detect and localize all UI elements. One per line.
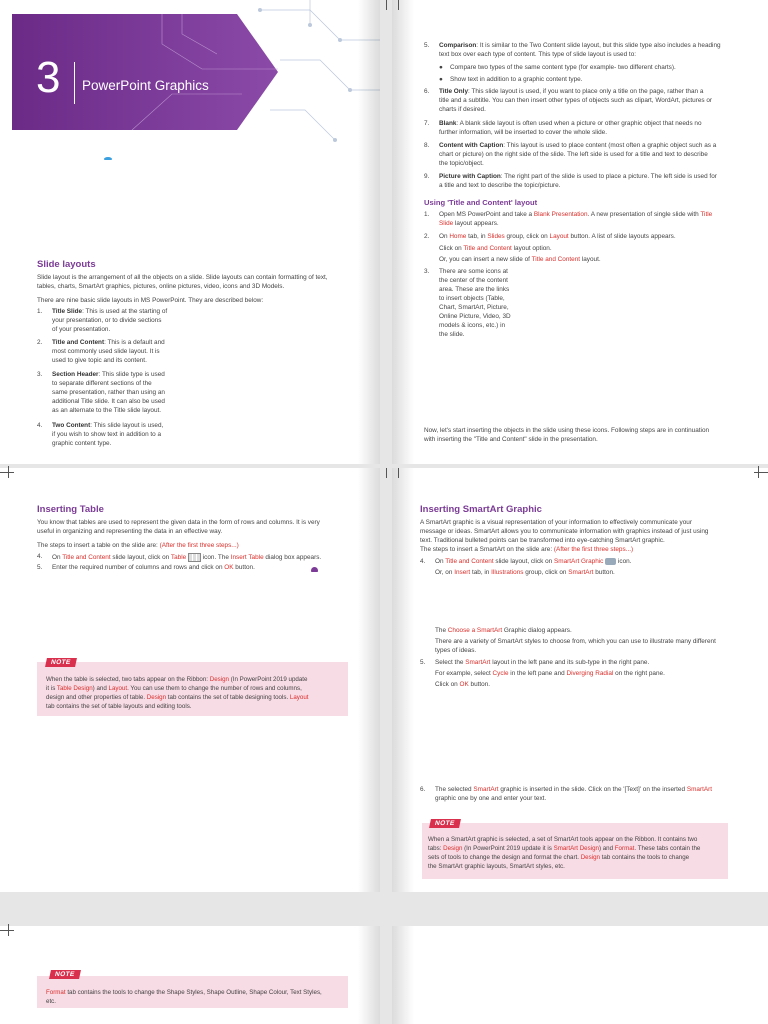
slide-image-placeholder <box>183 306 380 464</box>
list-number: 5. <box>420 659 426 666</box>
step-line: Click on Title and Content layout option. <box>439 245 552 252</box>
slide-image-placeholder <box>37 160 355 250</box>
list-number: 9. <box>424 173 430 180</box>
note-line: sets of tools to change the design and format the chart. Design tab contains the tools to change <box>428 854 690 861</box>
list-item-line: additional Title slide. It can also be used <box>52 398 165 405</box>
paragraph-line: You know that tables are used to represent the given data in the form of rows and columns. It is very <box>37 519 320 526</box>
paragraph-line: useful in organizing and representing the data in an effective way. <box>37 528 223 535</box>
step-line: On Home tab, in Slides group, click on Layout button. A list of slide layouts appears. <box>439 233 676 240</box>
list-number: 6. <box>420 786 426 793</box>
list-item-line: your presentation, or to divide sections <box>52 317 162 324</box>
step-line: the center of the content <box>439 277 508 284</box>
step-line: to insert objects (Table, <box>439 295 505 302</box>
list-item-line: of your presentation. <box>52 326 111 333</box>
step-line: Enter the required number of columns and rows and click on OK button. <box>52 564 255 571</box>
list-number: 3. <box>37 371 43 378</box>
crop-mark <box>754 472 768 473</box>
list-item-line: title and a subtitle. You can then insert other types of objects such as clipart, WordArt, pictures or <box>439 97 713 104</box>
paragraph-line: The steps to insert a table on the slide are: (After the first three steps...) <box>37 542 239 549</box>
paragraph-line: A SmartArt graphic is a visual representation of your information to effectively communicate your <box>420 519 692 526</box>
chapter-divider <box>74 62 75 104</box>
step-line: area. These are the links <box>439 286 510 293</box>
paragraph-line: tables, charts, SmartArt graphics, pictures, online pictures, video, icons and 3D Models. <box>37 283 285 290</box>
step-line: the slide. <box>439 331 465 338</box>
step-line: Select the SmartArt layout in the left pane and its sub-type in the right pane. <box>435 659 650 666</box>
page-4 <box>392 468 768 892</box>
step-line: graphic one by one and enter your text. <box>435 795 547 802</box>
list-item-line: used to give topic and its content. <box>52 357 147 364</box>
paragraph-line: The steps to insert a SmartArt on the slide are: (After the first three steps...) <box>420 546 634 553</box>
note-tag: NOTE <box>429 819 460 828</box>
step-line: Slide layout appears. <box>439 220 499 227</box>
crop-mark <box>0 472 14 473</box>
step-line: There are some icons at <box>439 268 508 275</box>
list-item-line: graphic content type. <box>52 440 112 447</box>
list-item-line: the topic/object. <box>439 160 484 167</box>
list-item: Section Header: This slide type is used <box>52 371 165 378</box>
section-heading: Using 'Title and Content' layout <box>424 198 538 207</box>
list-item-line: same presentation, rather than using an <box>52 389 165 396</box>
list-item-line: most commonly used slide layout. It is <box>52 348 160 355</box>
list-number: 4. <box>37 422 43 429</box>
list-number: 4. <box>420 558 426 565</box>
page-5 <box>0 926 380 1024</box>
page-6 <box>392 926 768 1024</box>
list-number: 2. <box>37 339 43 346</box>
note-line: it is Table Design) and Layout. You can use them to change the number of rows and columns, <box>46 685 302 692</box>
paragraph-line: message or ideas. SmartArt allows you to communicate information with graphics instead of just using <box>420 528 709 535</box>
list-item-line: if you wish to show text in addition to a <box>52 431 162 438</box>
step-line: models & icons, etc.) in <box>439 322 506 329</box>
note-line: Format tab contains the tools to change the Shape Styles, Shape Outline, Shape Colour, Text Styles, <box>46 989 322 996</box>
step-line: On Title and Content slide layout, click on SmartArt Graphic icon. <box>435 558 632 566</box>
crop-mark <box>386 0 387 10</box>
crop-mark <box>0 930 14 931</box>
step-line: The selected SmartArt graphic is inserted in the slide. Click on the '[Text]' on the inserted SmartArt <box>435 786 713 793</box>
note-tag: NOTE <box>49 970 80 979</box>
slide-image-placeholder <box>412 580 748 624</box>
note-line: design and other properties of table. Design tab contains the set of table designing tools. Layout <box>46 694 309 701</box>
note-line: tab contains the set of table layouts and editing tools. <box>46 703 192 710</box>
note-line: When the table is selected, two tabs appear on the Ribbon: Design (In PowerPoint 2019 update <box>46 676 308 683</box>
step-line: There are a variety of SmartArt styles to choose from, which you can use to illustrate many different <box>435 638 716 645</box>
list-item: Two Content: This slide layout is used, <box>52 422 164 429</box>
list-number: 7. <box>424 120 430 127</box>
section-heading: Inserting SmartArt Graphic <box>420 504 542 515</box>
list-item-line: to separate different sections of the <box>52 380 152 387</box>
page-3 <box>0 468 380 892</box>
list-item-line: text box over each type of content. This type of slide layout is used to: <box>439 51 637 58</box>
crop-mark <box>398 468 399 478</box>
crop-mark <box>398 0 399 10</box>
note-line: When a SmartArt graphic is selected, a set of SmartArt tools appear on the Ribbon. It contains two <box>428 836 698 843</box>
slide-image-placeholder <box>28 716 354 892</box>
chapter-number: 3 <box>36 53 61 102</box>
step-line: The Choose a SmartArt Graphic dialog appears. <box>435 627 572 634</box>
list-number: 4. <box>37 553 43 560</box>
list-item: Content with Caption: This layout is used to place content (most often a graphic object such as a <box>439 142 717 149</box>
step-line: Online Picture, Video, 3D <box>439 313 511 320</box>
step-line: Chart, SmartArt, Picture, <box>439 304 509 311</box>
list-item: Picture with Caption: The right part of the slide is used to place a picture. The left side is used for <box>439 173 717 180</box>
crop-mark <box>386 468 387 478</box>
section-heading: Inserting Table <box>37 504 104 515</box>
step-line: For example, select Cycle in the left pane and Diverging Radial on the right pane. <box>435 670 665 677</box>
gutter-shadow <box>392 926 414 1024</box>
list-item: Title Only: This slide layout is used, if you want to place only a title on the page, rather than a <box>439 88 704 95</box>
list-item-line: as an alternate to the Title slide layout. <box>52 407 162 414</box>
list-number: 2. <box>424 233 430 240</box>
list-item: Blank: A blank slide layout is often used when a picture or other graphic object that needs no <box>439 120 702 127</box>
gutter-shadow <box>392 468 414 892</box>
note-line: the SmartArt graphic layouts, SmartArt styles, etc. <box>428 863 565 870</box>
step-line: Or, on Insert tab, in Illustrations group, click on SmartArt button. <box>435 569 615 576</box>
paragraph-line: There are nine basic slide layouts in MS PowerPoint. They are described below: <box>37 297 264 304</box>
gutter-shadow <box>358 0 380 464</box>
paragraph-line: Now, let's start inserting the objects in the slide using these icons. Following steps are in continuation <box>424 427 710 434</box>
slide-image-placeholder <box>36 1010 356 1024</box>
paragraph-line: Slide layout is the arrangement of all the objects on a slide. Slide layouts can contain formatting of text, <box>37 274 328 281</box>
step-line: On Title and Content slide layout, click on Table icon. The Insert Table dialog box appears. <box>52 554 322 562</box>
list-number: 5. <box>424 42 430 49</box>
list-item-line: a title and text to describe the topic/picture. <box>439 182 561 189</box>
list-number: 5. <box>37 564 43 571</box>
list-number: 8. <box>424 142 430 149</box>
step-line: types of ideas. <box>435 647 477 654</box>
slide-image-placeholder <box>28 572 354 652</box>
slide-image-placeholder <box>522 266 768 416</box>
list-number: 1. <box>37 308 43 315</box>
list-item: Title and Content: This is a default and <box>52 339 165 346</box>
bullet-item: ● Show text in addition to a graphic content type. <box>439 76 583 83</box>
section-heading: Slide layouts <box>37 259 96 270</box>
step-line: Click on OK button. <box>435 681 491 688</box>
step-line: Open MS PowerPoint and take a Blank Presentation. A new presentation of single slide with Title <box>439 211 713 218</box>
smartart-icon <box>605 558 616 565</box>
chapter-title: PowerPoint Graphics <box>82 78 209 93</box>
note-line: etc. <box>46 998 56 1005</box>
list-number: 3. <box>424 268 430 275</box>
slide-image-placeholder <box>412 692 748 778</box>
gutter-shadow <box>358 468 380 892</box>
list-item-line: further information, will be inserted to cover the whole slide. <box>439 129 608 136</box>
list-item: Title Slide: This is used at the starting of <box>52 308 168 315</box>
page-1 <box>0 0 380 464</box>
paragraph-line: with inserting the "Title and Content" slide in the presentation. <box>424 436 598 443</box>
list-item: Comparison: It is similar to the Two Content slide layout, but this slide type also includes a heading <box>439 42 721 49</box>
gutter-shadow <box>392 0 414 464</box>
note-line: tabs: Design (In PowerPoint 2019 update it is SmartArt Design) and Format. These tabs contain the <box>428 845 701 852</box>
list-item-line: chart or picture) on the right side of the slide. The left side is used for a title and text to describe <box>439 151 708 158</box>
list-item-line: charts if desired. <box>439 106 486 113</box>
step-line: Or, you can insert a new slide of Title and Content layout. <box>439 256 601 263</box>
paragraph-line: text. Traditional bulleted points can be transformed into eye-catching SmartArt graphic. <box>420 537 665 544</box>
note-tag: NOTE <box>45 658 76 667</box>
bullet-item: ● Compare two types of the same content type (for example- two different charts). <box>439 64 676 71</box>
list-number: 1. <box>424 211 430 218</box>
table-icon <box>188 553 201 562</box>
page-2 <box>392 0 768 464</box>
list-number: 6. <box>424 88 430 95</box>
gutter-shadow <box>358 926 380 1024</box>
